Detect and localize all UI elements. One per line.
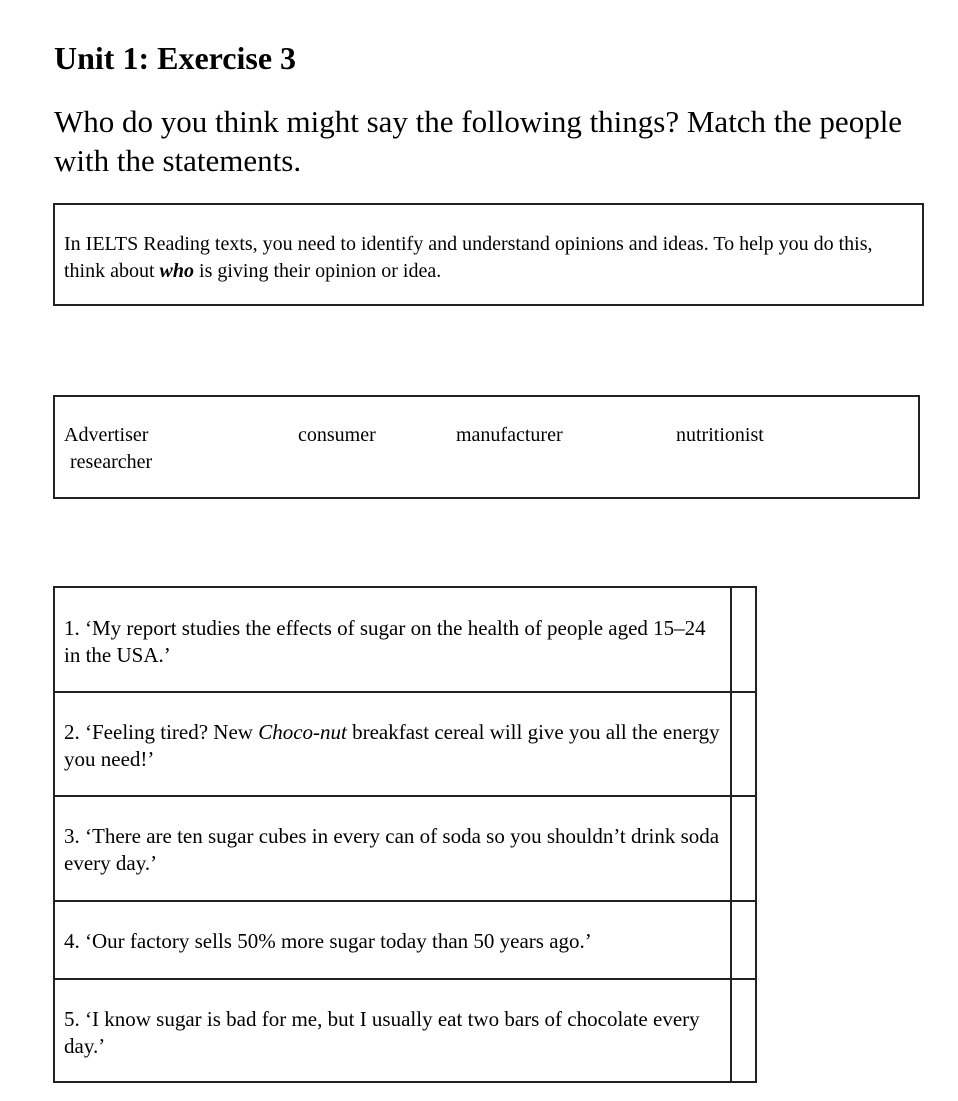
statement-5: 5. ‘I know sugar is bad for me, but I usually eat two bars of chocolate every day.’ — [64, 1007, 700, 1058]
tip-text-before: In IELTS Reading texts, you need to identify and understand opinions and ideas. To help you do this, think about — [64, 233, 873, 282]
answer-cell-2[interactable] — [732, 693, 755, 795]
statements-table — [53, 586, 757, 1083]
statement-cell — [55, 980, 732, 1081]
statement-cell — [55, 902, 732, 978]
product-name: Choco-nut — [258, 720, 347, 744]
word-nutritionist: nutritionist — [676, 424, 764, 446]
word-advertiser: Advertiser — [64, 424, 149, 446]
exercise-title: Unit 1: Exercise 3 — [54, 40, 297, 76]
answer-cell-5[interactable] — [732, 980, 755, 1081]
word-researcher: researcher — [70, 451, 153, 473]
statement-2 — [64, 719, 724, 773]
table-row — [55, 902, 755, 978]
word-manufacturer: manufacturer — [456, 424, 563, 446]
statement-cell — [55, 588, 732, 691]
tip-box — [53, 203, 924, 306]
statement-4: 4. ‘Our factory sells 50% more sugar today than 50 years ago.’ — [64, 929, 592, 953]
answer-cell-4[interactable] — [732, 902, 755, 978]
table-row — [55, 588, 755, 691]
tip-text-after: is giving their opinion or idea. — [194, 260, 442, 282]
tip-emphasis: who — [159, 260, 195, 282]
table-row — [55, 797, 755, 900]
table-row — [55, 980, 755, 1081]
table-row — [55, 693, 755, 795]
exercise-instruction: Who do you think might say the following things? Match the people with the statements. — [54, 104, 903, 178]
word-consumer: consumer — [298, 424, 376, 446]
statement-1: 1. ‘My report studies the effects of sugar on the health of people aged 15–24 in the USA.’ — [64, 616, 706, 667]
statement-cell — [55, 797, 732, 900]
answer-cell-3[interactable] — [732, 797, 755, 900]
statement-2-prefix: 2. ‘Feeling tired? New — [64, 720, 259, 744]
statement-cell — [55, 693, 732, 795]
statement-3: 3. ‘There are ten sugar cubes in every can of soda so you shouldn’t drink soda every day.’ — [64, 824, 720, 875]
statement-2-suffix: breakfast cereal will give you all the energy you need!’ — [64, 720, 720, 771]
word-box — [53, 395, 920, 499]
answer-cell-1[interactable] — [732, 588, 755, 691]
tip-text — [64, 231, 909, 285]
